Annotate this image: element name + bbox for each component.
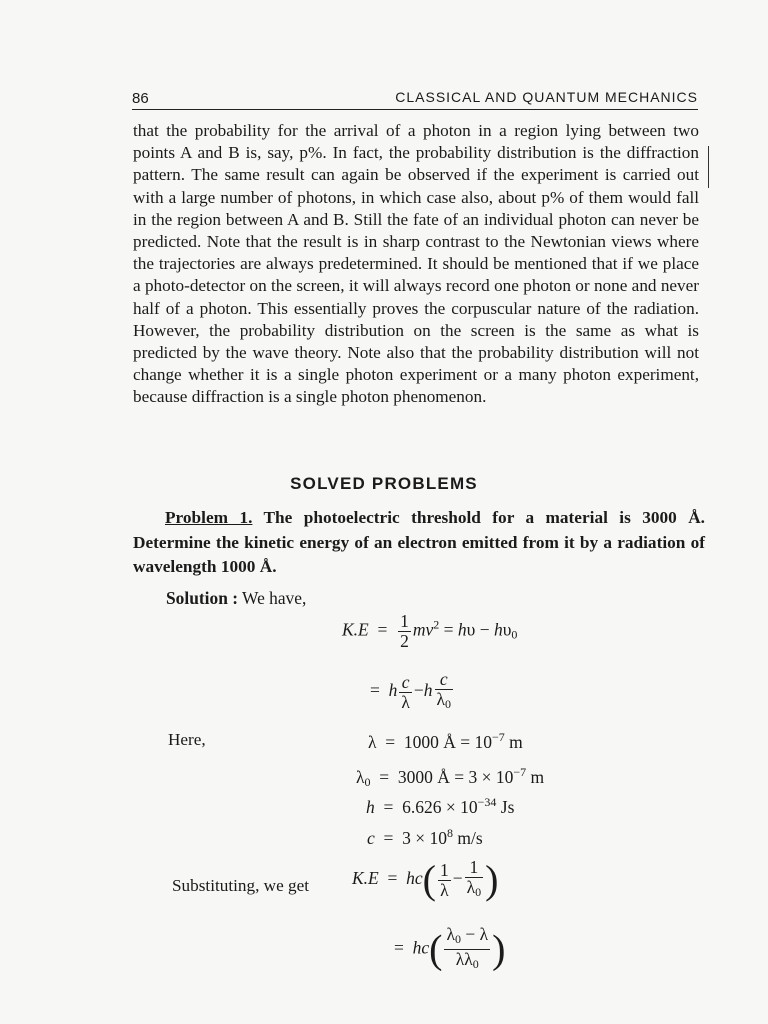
page-header	[132, 87, 698, 110]
problem-statement	[133, 506, 705, 580]
problem-text: The photoelectric threshold for a material is 3000 Å. Determine the kinetic energy of an electron emitted from it by a radiation of wavelength 1000 Å.	[133, 508, 705, 576]
here-label: Here,	[168, 730, 206, 749]
margin-mark	[708, 146, 709, 188]
page-number: 86	[132, 90, 149, 107]
given-lambda: λ = 1000 Å = $10^{-7}$ m	[368, 730, 523, 752]
equation-wavelength-form: = h $\frac{c}{\lambda}$ −h $\frac{c}{\lambda_0}$	[370, 669, 451, 712]
equation-substituted: K.E = hc( $\frac{1}{\lambda}$ − $\frac{1}{\lambda_0}$ )	[352, 857, 499, 902]
solution-line	[166, 588, 306, 609]
section-heading: SOLVED PROBLEMS	[290, 474, 478, 493]
given-lambda0: $\lambda_0 = 3000$ Å = $3 \times 10^{-7}$ m	[356, 765, 545, 789]
body-paragraph: that the probability for the arrival of a photon in a region lying between two points A and B is, say, p%. In fact, the probability distribution is the diffraction pattern. The same result can again be observed if the experiment is carried out with a large number of photons, in which case also, about p% of them would fall in the region between A and B. Still the fate of an individual photon can never be predicted. Note that the result is in sharp contrast to the Newtonian views where the trajectories are always predetermined. It should be mentioned that if we place a photo-detector on the screen, it will always record one photon or none and never half of a photon. This essentially proves the corpuscular nature of the radiation. However, the probability distribution on the screen is the same as what is predicted by the wave theory. Note also that the probability distribution will not change whether it is a single photon experiment or a many photon experiment, because diffraction is a single photon phenomenon.	[133, 121, 699, 407]
equation-kinetic-energy: K.E = $\frac{1}{2}$ $mv^2 = h\upsilon - h\upsilon_0$	[342, 611, 518, 651]
substituting-label: Substituting, we get	[172, 876, 310, 895]
given-speed-of-light: $c = 3 \times 10^8$ m/s	[367, 826, 483, 848]
problem-label: Problem 1.	[165, 508, 253, 527]
running-head: CLASSICAL AND QUANTUM MECHANICS	[395, 89, 698, 105]
solution-label: Solution :	[166, 588, 238, 608]
solution-text: We have,	[242, 588, 307, 608]
given-planck-constant: $h = 6.626 \times 10^{-34}$ Js	[366, 795, 515, 817]
equation-simplified: = hc( $\frac{\lambda_0 - \lambda}{\lambda\lambda_0}$ )	[394, 924, 506, 972]
